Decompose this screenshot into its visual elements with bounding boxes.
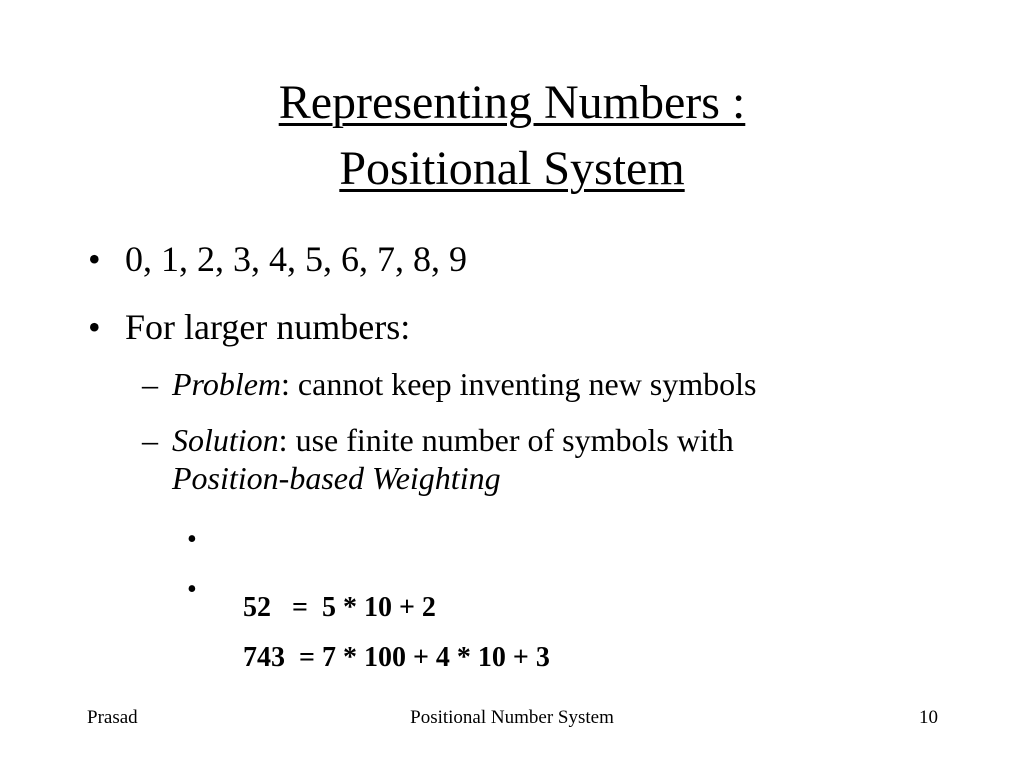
problem-text: : cannot keep inventing new symbols (281, 366, 757, 402)
bullet-marker: • (187, 524, 197, 555)
bullet-marker: • (187, 574, 197, 605)
title-line-1: Representing Numbers : (278, 76, 746, 129)
bullet-marker: • (88, 239, 101, 279)
problem-term: Problem (172, 366, 282, 402)
example-743-text: 743 = 7 * 100 + 4 * 10 + 3 (243, 642, 550, 673)
example-52-text: 52 = 5 * 10 + 2 (243, 592, 436, 623)
bullet-marker: • (88, 307, 101, 347)
title-line-2: Positional System (339, 142, 685, 195)
solution-term: Solution (172, 422, 279, 458)
bullet-larger-numbers (88, 306, 411, 348)
dash-marker: – (142, 422, 158, 458)
solution-continuation: Position-based Weighting (172, 460, 501, 496)
footer-author: Prasad (87, 707, 138, 728)
bullet-digits (88, 238, 467, 280)
dash-marker: – (142, 366, 158, 402)
footer-title: Positional Number System (410, 707, 614, 728)
sub-bullet-problem (142, 365, 757, 403)
bullet-digits-text: 0, 1, 2, 3, 4, 5, 6, 7, 8, 9 (125, 239, 467, 279)
example-743 (187, 573, 550, 709)
footer-page-number: 10 (919, 707, 938, 728)
sub-bullet-solution (142, 421, 734, 497)
slide-title (0, 70, 1024, 202)
bullet-larger-numbers-text: For larger numbers: (125, 307, 411, 347)
solution-text: : use finite number of symbols with (278, 422, 734, 458)
